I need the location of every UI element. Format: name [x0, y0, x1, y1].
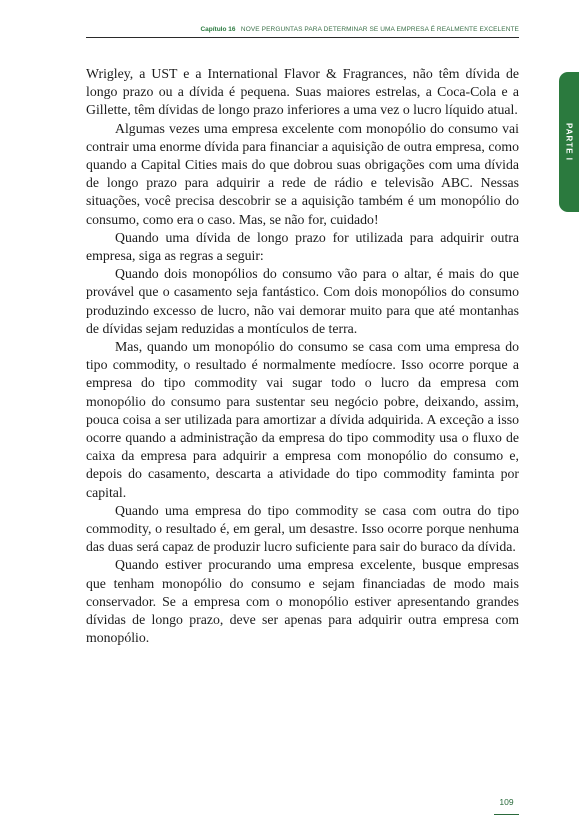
- body-text: [86, 65, 519, 648]
- page-number: 109: [499, 797, 514, 807]
- paragraph: Quando dois monopólios do consumo vão para o altar, é mais do que provável que o casamento seja fantástico. Com dois monopólios do consumo produzindo excesso de lucro, não vai demorar muito para que até montanhas de dívidas sejam reduzidas a montículos de terra.: [86, 266, 519, 336]
- paragraph: Quando estiver procurando uma empresa excelente, busque empresas que tenham monopólio do consumo e sejam financiadas de modo mais conservador. Se a empresa com o monopólio estiver apresentando grandes dívidas de longo prazo, deve ser apenas para adquirir outra empresa com monopólio.: [86, 557, 519, 646]
- footer-divider: [494, 814, 519, 815]
- paragraph: Mas, quando um monopólio do consumo se casa com uma empresa do tipo commodity, o resultado é normalmente medíocre. Isso ocorre porque a empresa do tipo commodity vai sugar todo o lucro da empresa com monopólio do consumo para sustentar seu negócio pobre, deixando, assim, pouca coisa a ser utilizada para amortizar a dívida adquirida. A exceção a isso ocorre quando a administração da empresa do tipo commodity usa o fluxo de caixa da empresa para adquirir a empresa com monopólio do consumo e, depois do casamento, descarta a atividade do tipo commodity faminta por capital.: [86, 339, 519, 500]
- part-tab: [559, 72, 579, 212]
- chapter-label: Capítulo 16: [200, 26, 236, 33]
- paragraph: Wrigley, a UST e a International Flavor & Fragrances, não têm dívida de longo prazo ou a dívida é pequena. Suas maiores estrelas, a Coca-Cola e a Gillette, têm dívidas de longo prazo inferiores a uma vez o lucro líquido atual.: [86, 66, 519, 118]
- part-tab-label: PARTE I: [564, 123, 574, 161]
- chapter-title: NOVE PERGUNTAS PARA DETERMINAR SE UMA EMPRESA É REALMENTE EXCELENTE: [240, 26, 519, 33]
- header-divider: [86, 37, 519, 38]
- paragraph: Algumas vezes uma empresa excelente com monopólio do consumo vai contrair uma enorme dívida para financiar a aquisição de outra empresa, como quando a Capital Cities mais do que dobrou suas obrigações com uma dívida de longo prazo para adquirir a rede de rádio e televisão ABC. Nessas situações, você precisa descobrir se a aquisição também é um monopólio do consumo, como era o caso. Mas, se não for, cuidado!: [86, 120, 519, 227]
- running-header: [86, 26, 519, 34]
- paragraph: Quando uma empresa do tipo commodity se casa com outra do tipo commodity, o resultado é, em geral, um desastre. Isso ocorre porque nenhuma das duas será capaz de produzir lucro suficiente para sair do buraco da dívida.: [86, 502, 519, 555]
- paragraph: Quando uma dívida de longo prazo for utilizada para adquirir outra empresa, siga as regras a seguir:: [86, 229, 519, 264]
